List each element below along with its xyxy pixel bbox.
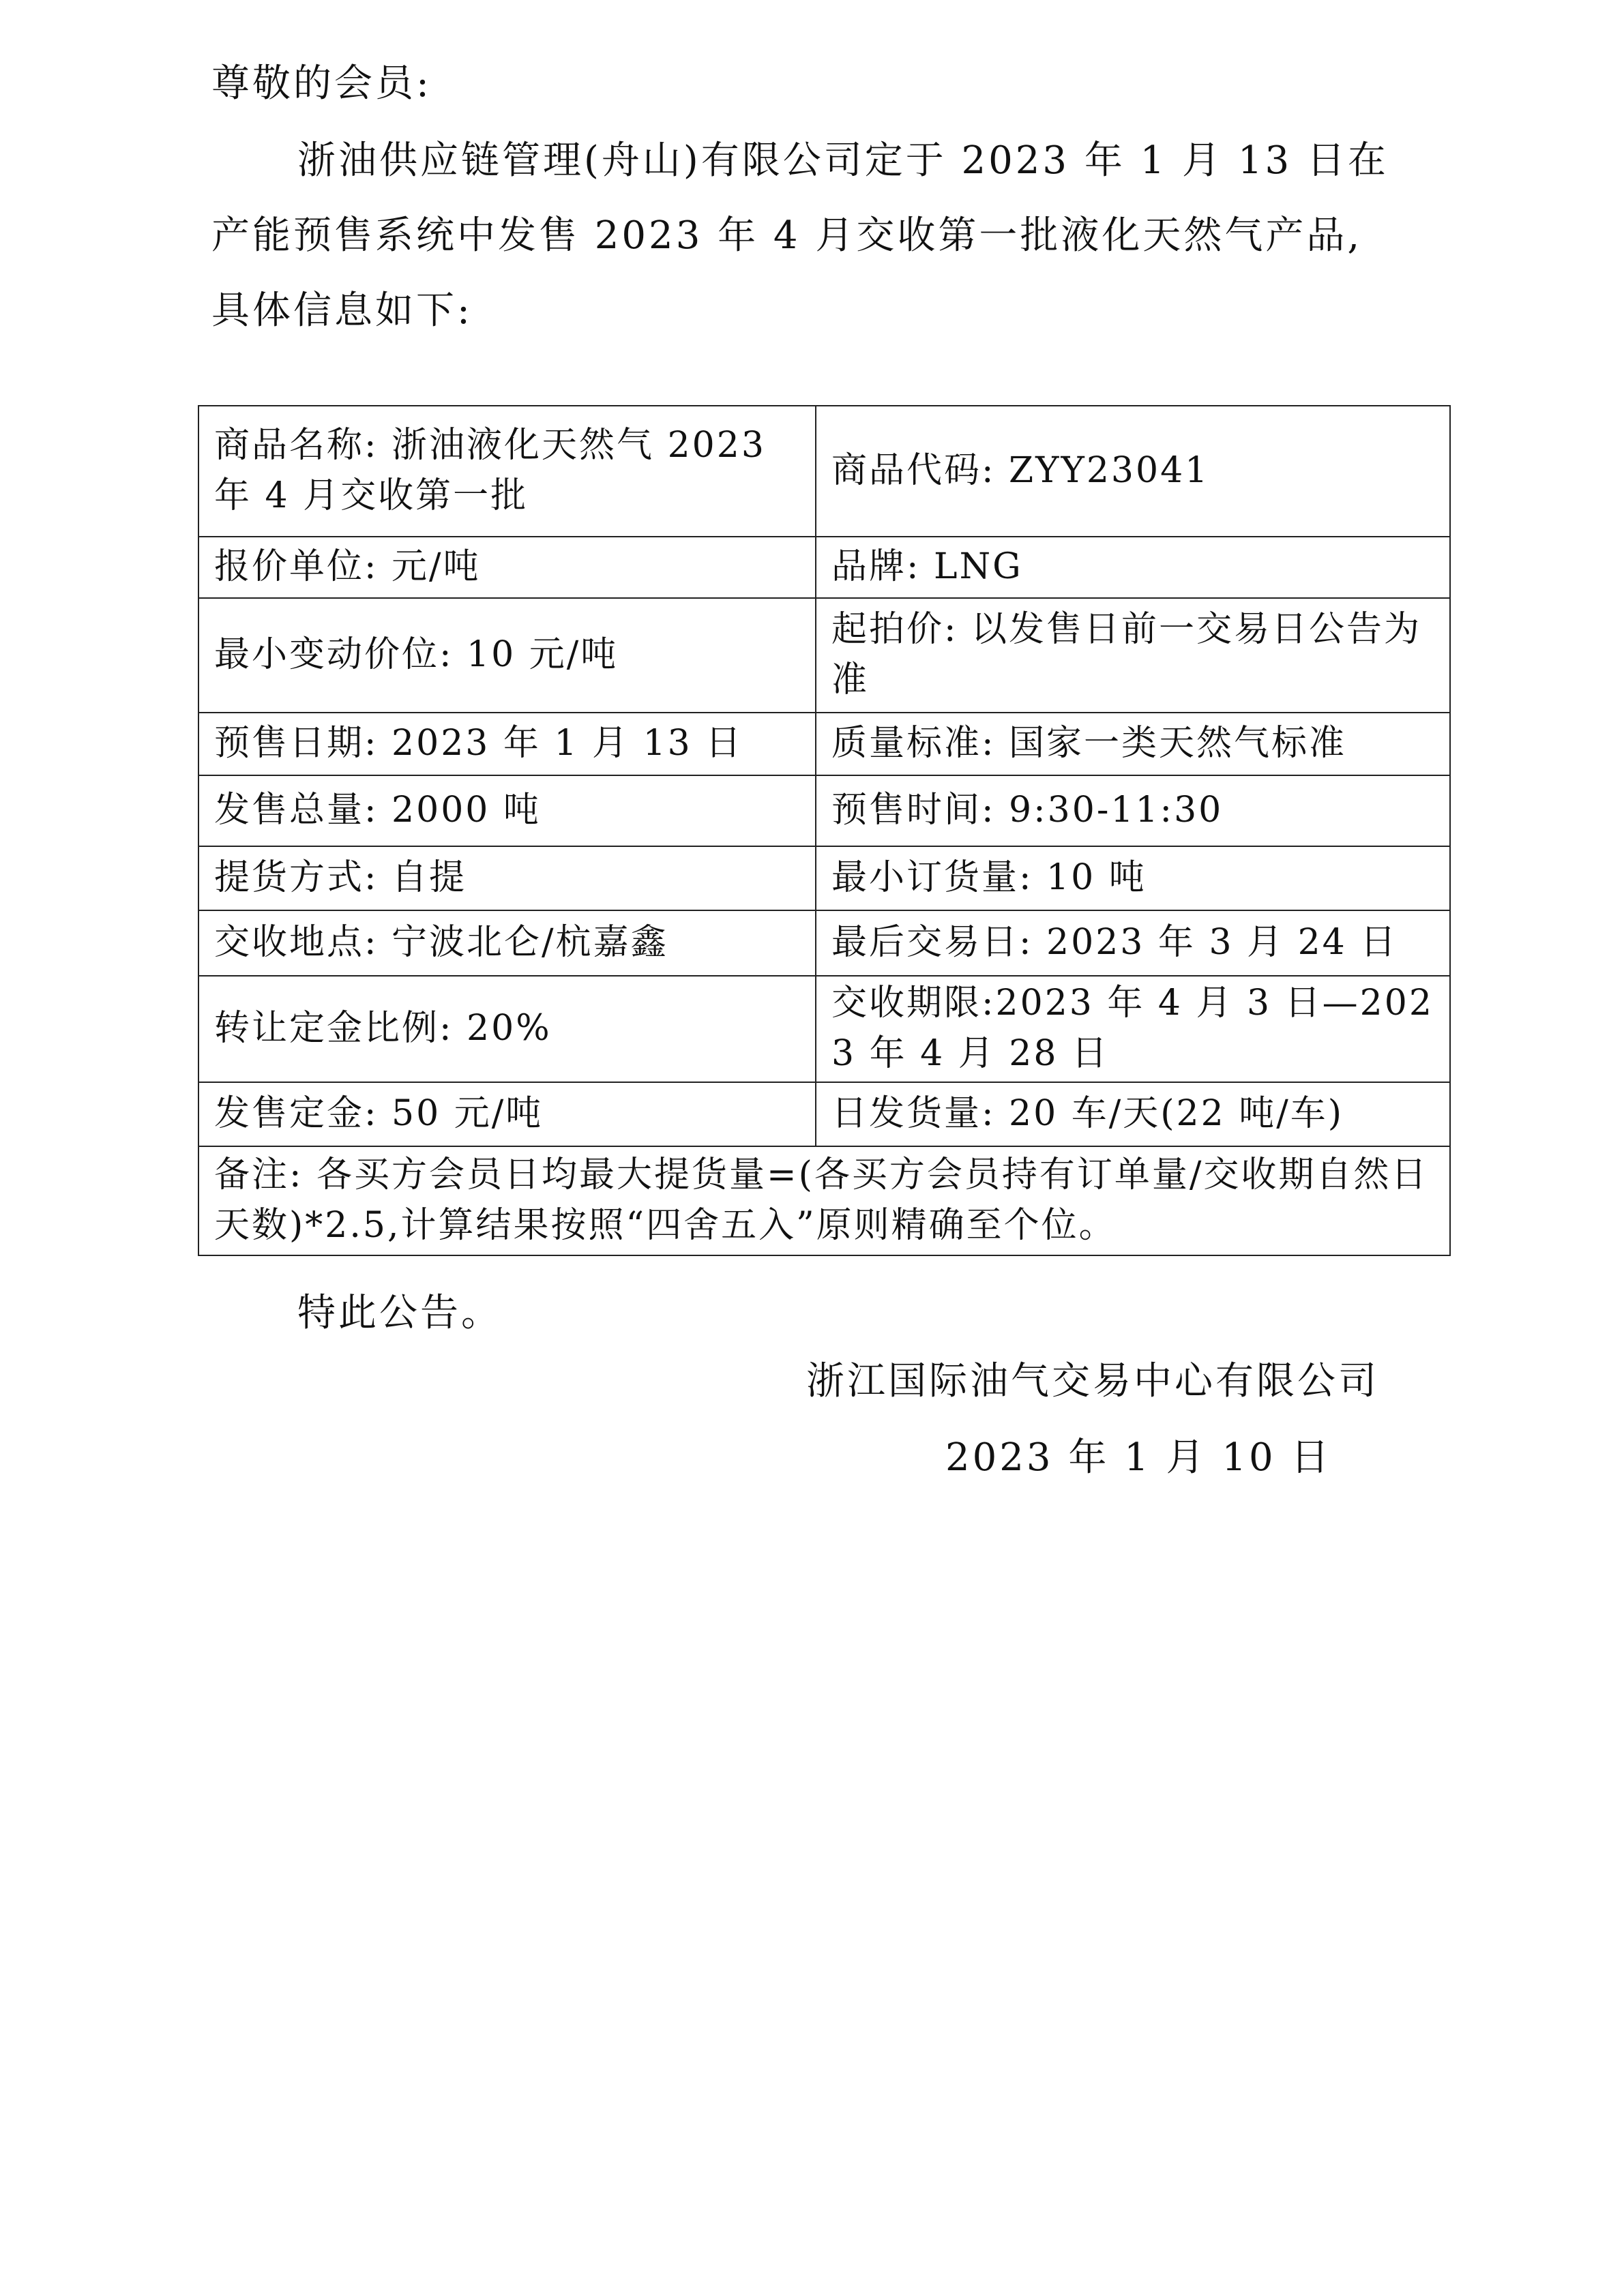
closing-remark: 特此公告。 xyxy=(297,1291,502,1335)
table-cell: 预售日期: 2023 年 1 月 13 日 xyxy=(198,713,816,775)
table-row xyxy=(198,976,1450,1082)
table-cell: 发售总量: 2000 吨 xyxy=(198,775,816,846)
table-row xyxy=(198,1082,1450,1146)
table-row xyxy=(198,713,1450,775)
intro-paragraph-line: 产能预售系统中发售 2023 年 4 月交收第一批液化天然气产品, xyxy=(211,213,1363,258)
table-cell: 商品名称: 浙油液化天然气 2023 年 4 月交收第一批 xyxy=(198,406,816,537)
issuer-signature: 浙江国际油气交易中心有限公司 xyxy=(806,1359,1379,1403)
table-cell: 日发货量: 20 车/天(22 吨/车) xyxy=(816,1082,1450,1146)
table-cell: 起拍价: 以发售日前一交易日公告为准 xyxy=(816,598,1450,713)
intro-paragraph-line: 具体信息如下: xyxy=(211,288,473,333)
table-row xyxy=(198,846,1450,910)
table-cell: 转让定金比例: 20% xyxy=(198,976,816,1082)
table-cell: 品牌: LNG xyxy=(816,537,1450,598)
table-cell: 商品代码: ZYY23041 xyxy=(816,406,1450,537)
salutation: 尊敬的会员: xyxy=(211,61,432,106)
table-cell: 预售时间: 9:30-11:30 xyxy=(816,775,1450,846)
table-cell: 最小变动价位: 10 元/吨 xyxy=(198,598,816,713)
table-cell: 提货方式: 自提 xyxy=(198,846,816,910)
table-note-row xyxy=(198,1146,1450,1255)
table-cell: 交收期限:2023 年 4 月 3 日—2023 年 4 月 28 日 xyxy=(816,976,1450,1082)
table-note: 备注: 各买方会员日均最大提货量=(各买方会员持有订单量/交收期自然日天数)*2.5,计算结果按照“四舍五入”原则精确至个位。 xyxy=(198,1146,1450,1255)
table-row xyxy=(198,910,1450,976)
table-cell: 交收地点: 宁波北仑/杭嘉鑫 xyxy=(198,910,816,976)
table-row xyxy=(198,406,1450,537)
table-cell: 最小订货量: 10 吨 xyxy=(816,846,1450,910)
table-cell: 发售定金: 50 元/吨 xyxy=(198,1082,816,1146)
table-row xyxy=(198,537,1450,598)
issue-date: 2023 年 1 月 10 日 xyxy=(945,1435,1332,1480)
table-row xyxy=(198,598,1450,713)
table-row xyxy=(198,775,1450,846)
intro-paragraph-line: 浙油供应链管理(舟山)有限公司定于 2023 年 1 月 13 日在 xyxy=(297,138,1389,183)
table-cell: 最后交易日: 2023 年 3 月 24 日 xyxy=(816,910,1450,976)
product-info-table xyxy=(198,405,1451,1256)
table-cell: 质量标准: 国家一类天然气标准 xyxy=(816,713,1450,775)
table-cell: 报价单位: 元/吨 xyxy=(198,537,816,598)
